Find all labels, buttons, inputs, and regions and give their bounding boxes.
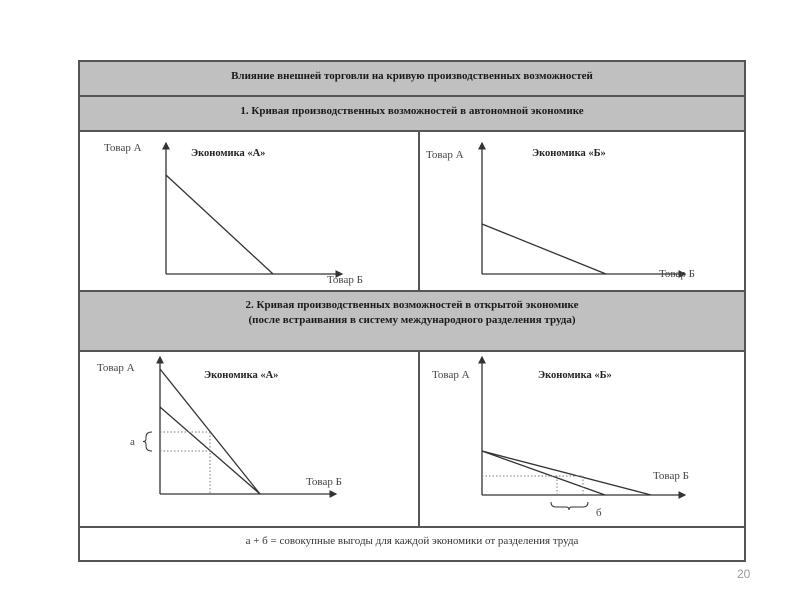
gain-brace-icon bbox=[143, 432, 152, 451]
footer-note: а + б = совокупные выгоды для каждой экономики от разделения труда bbox=[245, 535, 579, 547]
gain-label: б bbox=[596, 507, 602, 519]
y-axis-label: Товар А bbox=[104, 142, 142, 154]
gain-label: а bbox=[130, 436, 135, 448]
y-axis-label: Товар А bbox=[97, 362, 135, 374]
ppf-line bbox=[166, 175, 273, 274]
graph-title: Экономика «А» bbox=[204, 370, 279, 381]
x-axis-label: Товар Б bbox=[327, 274, 363, 286]
section2-heading-line1: 2. Кривая производственных возможностей в открытой экономике bbox=[245, 299, 579, 311]
x-axis-label: Товар Б bbox=[306, 476, 342, 488]
y-axis-label: Товар А bbox=[432, 369, 470, 381]
table-title: Влияние внешней торговли на кривую производственных возможностей bbox=[80, 62, 744, 97]
y-axis-label: Товар А bbox=[426, 149, 464, 161]
graph-s2-economy-b bbox=[432, 357, 689, 519]
section1-heading: 1. Кривая производственных возможностей в автономной экономике bbox=[80, 97, 744, 132]
ppf-line-open bbox=[482, 451, 651, 495]
gain-brace-icon bbox=[551, 502, 588, 510]
ppf-line bbox=[482, 224, 606, 274]
graph-title: Экономика «А» bbox=[191, 148, 266, 159]
x-axis-label: Товар Б bbox=[659, 268, 695, 280]
graph-title: Экономика «Б» bbox=[532, 148, 606, 159]
graph-s2-economy-a bbox=[97, 357, 342, 494]
section2-heading-line2: (после встраивания в систему международного разделения труда) bbox=[248, 314, 576, 326]
x-axis-label: Товар Б bbox=[653, 470, 689, 482]
graph-s1-economy-a bbox=[104, 142, 363, 286]
graph-s1-economy-b bbox=[426, 143, 695, 280]
page-number: 20 bbox=[737, 567, 751, 581]
ppf-line-autonomous bbox=[482, 451, 605, 495]
graph-title: Экономика «Б» bbox=[538, 370, 612, 381]
